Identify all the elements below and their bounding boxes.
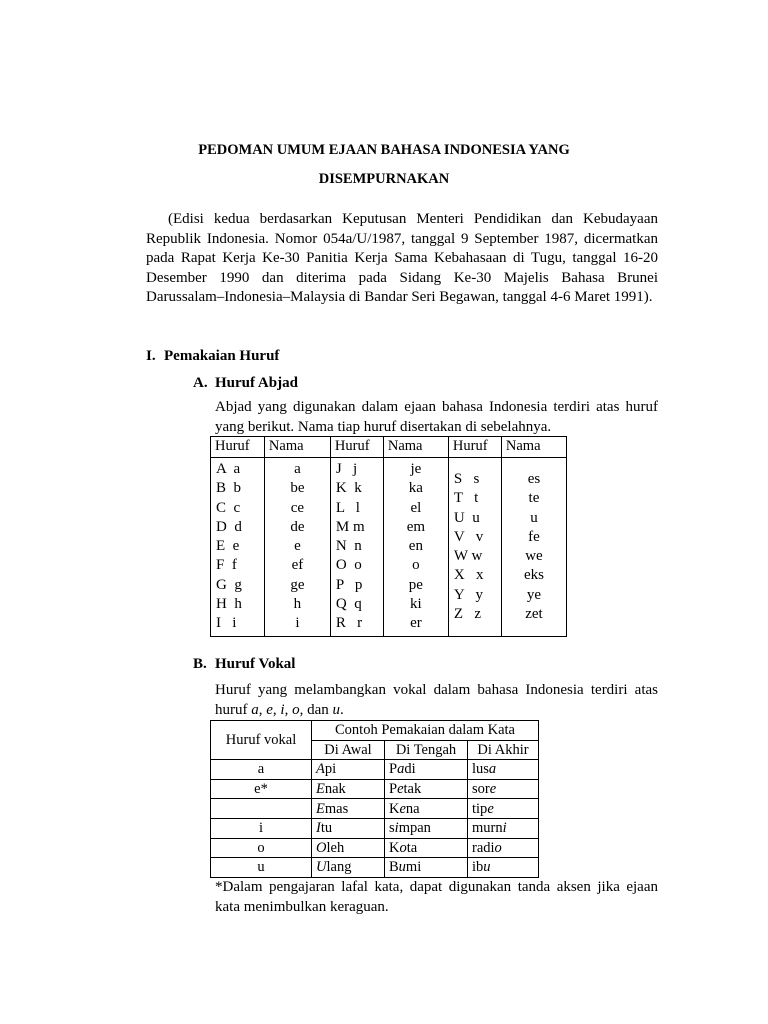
names-column-1 xyxy=(264,458,330,637)
name-cell: a xyxy=(294,461,301,477)
name-cell: h xyxy=(293,596,302,613)
footnote-text: *Dalam pengajaran lafal kata, dapat digunakan tanda aksen jika ejaan kata menimbulkan keraguan. xyxy=(215,879,658,915)
footnote xyxy=(215,878,658,917)
header-nama-1: Nama xyxy=(264,437,330,458)
intro-text: huruf xyxy=(215,701,252,718)
alphabet-table-body xyxy=(211,458,567,637)
rest: ib xyxy=(472,859,484,876)
name-cell: er xyxy=(410,615,422,632)
subsection-title: Huruf Abjad xyxy=(215,375,298,391)
highlight: O xyxy=(316,839,327,856)
rest: mas xyxy=(324,800,349,817)
letter-cell: H h xyxy=(216,596,242,613)
rest: pi xyxy=(324,761,337,778)
akhir-cell xyxy=(468,779,539,799)
title-line-2: DISEMPURNAKAN xyxy=(318,171,450,187)
vowel-u: u xyxy=(332,701,341,718)
separator: , dan xyxy=(299,701,333,718)
letters-column-3 xyxy=(448,458,501,637)
header-huruf-2: Huruf xyxy=(330,437,383,458)
rest: radi xyxy=(472,839,495,856)
rest: na xyxy=(405,800,420,817)
awal-cell xyxy=(312,799,385,819)
name-cell: em xyxy=(406,518,426,535)
highlight: e xyxy=(487,800,494,817)
letter-cell: W w xyxy=(453,548,483,565)
vokal-intro-line-2 xyxy=(215,701,658,721)
vowel-cell: e* xyxy=(211,779,312,799)
subsection-heading-huruf-abjad xyxy=(193,374,298,394)
letter-cell: V v xyxy=(453,528,484,545)
letter-cell: A a xyxy=(216,461,241,477)
highlight: o xyxy=(399,839,407,856)
vowel-i: i xyxy=(280,701,285,718)
highlight: E xyxy=(316,800,325,817)
letter-cell: S s xyxy=(453,471,480,487)
document-title xyxy=(100,136,668,194)
letter-cell: Q q xyxy=(335,596,362,613)
table-row xyxy=(211,779,539,799)
tengah-cell xyxy=(385,858,468,878)
subsection-title: Huruf Vokal xyxy=(215,656,296,672)
name-cell: eks xyxy=(523,567,544,584)
rest: K xyxy=(389,839,400,856)
highlight: I xyxy=(316,820,321,837)
letter-cell: M m xyxy=(335,518,365,535)
letter-cell: I i xyxy=(216,615,237,632)
tengah-cell xyxy=(385,779,468,799)
period: . xyxy=(340,701,344,718)
akhir-cell xyxy=(468,760,539,780)
letter-cell: R r xyxy=(335,615,363,632)
akhir-cell xyxy=(468,818,539,838)
vokal-intro-line-1: Huruf yang melambangkan vokal dalam bahasa Indonesia terdiri atas xyxy=(215,682,658,698)
header-huruf-vokal: Huruf vokal xyxy=(211,721,312,760)
highlight: u xyxy=(398,859,406,876)
name-cell: ka xyxy=(408,480,423,497)
highlight: E xyxy=(316,781,325,798)
letter-cell: U u xyxy=(453,509,480,526)
letter-cell: P p xyxy=(335,576,363,593)
name-cell: we xyxy=(525,548,543,565)
letter-cell: B b xyxy=(216,480,242,497)
rest: B xyxy=(389,859,399,876)
section-heading-pemakaian-huruf xyxy=(146,347,279,367)
highlight: e xyxy=(399,800,406,817)
header-di-tengah: Di Tengah xyxy=(385,740,468,760)
rest: murn xyxy=(472,820,503,837)
abjad-intro-text: Abjad yang digunakan dalam ejaan bahasa Indonesia terdiri atas huruf yang berikut. Nama tiap huruf disertakan di sebelahnya. xyxy=(215,399,658,435)
title-line-1: PEDOMAN UMUM EJAAN BAHASA INDONESIA YANG xyxy=(198,142,570,158)
vowel-cell: u xyxy=(211,858,312,878)
header-huruf-3: Huruf xyxy=(448,437,501,458)
letter-cell: E e xyxy=(216,538,240,555)
tengah-cell xyxy=(385,838,468,858)
rest: ta xyxy=(406,839,418,856)
name-cell: o xyxy=(412,557,420,574)
awal-cell xyxy=(312,760,385,780)
subsection-heading-huruf-vokal xyxy=(193,655,295,675)
name-cell: te xyxy=(528,490,540,507)
header-nama-2: Nama xyxy=(383,437,448,458)
section-number: I. xyxy=(146,348,156,364)
letters-column-1 xyxy=(211,458,265,637)
vowel-cell xyxy=(211,799,312,819)
table-row xyxy=(211,858,539,878)
highlight: U xyxy=(316,859,327,876)
letters-column-2 xyxy=(330,458,383,637)
rest: K xyxy=(389,800,400,817)
rest: tip xyxy=(472,800,488,817)
highlight: A xyxy=(316,761,325,778)
letter-cell: O o xyxy=(335,557,362,574)
rest: P xyxy=(389,781,398,798)
name-cell: be xyxy=(290,480,305,497)
tengah-cell xyxy=(385,760,468,780)
header-di-akhir: Di Akhir xyxy=(468,740,539,760)
name-cell: u xyxy=(530,509,538,526)
letter-cell: F f xyxy=(216,557,237,574)
rest: leh xyxy=(326,839,345,856)
letter-cell: K k xyxy=(335,480,362,497)
akhir-cell xyxy=(468,858,539,878)
awal-cell xyxy=(312,858,385,878)
table-row xyxy=(211,818,539,838)
header-di-awal: Di Awal xyxy=(312,740,385,760)
letter-cell: T t xyxy=(453,490,479,507)
letter-cell: Z z xyxy=(453,606,481,623)
awal-cell xyxy=(312,779,385,799)
rest: tu xyxy=(320,820,333,837)
letter-cell: N n xyxy=(335,538,362,555)
vowel-cell: o xyxy=(211,838,312,858)
section-title: Pemakaian Huruf xyxy=(164,348,280,364)
separator: , xyxy=(272,701,281,718)
header-nama-3: Nama xyxy=(501,437,566,458)
awal-cell xyxy=(312,818,385,838)
highlight: i xyxy=(502,820,507,837)
letter-cell: X x xyxy=(453,567,484,584)
vokal-intro-paragraph xyxy=(215,681,658,720)
highlight: u xyxy=(483,859,491,876)
tengah-cell xyxy=(385,799,468,819)
name-cell: ge xyxy=(290,576,305,593)
table-row xyxy=(211,799,539,819)
name-cell: zet xyxy=(525,606,543,623)
name-cell: fe xyxy=(528,528,540,545)
names-column-3 xyxy=(501,458,566,637)
abjad-intro-paragraph xyxy=(215,398,658,437)
rest: di xyxy=(404,761,416,778)
vowel-a: a xyxy=(251,701,259,718)
name-cell: ef xyxy=(291,557,304,574)
letter-cell: L l xyxy=(335,499,360,516)
vowel-o: o xyxy=(292,701,300,718)
edition-text: (Edisi kedua berdasarkan Keputusan Menteri Pendidikan dan Kebudayaan Republik Indonesia. Nomor 054a/U/1987, tanggal 9 September 1987, dicermatkan pada Rapat Kerja Ke-30 Panitia Kerja Sama Kebahasaan di Tugu, tanggal 16-20 Desember 1990 dan diterima pada Sidang Ke-30 Majelis Bahasa Brunei Darussalam–Indonesia–Malaysia di Bandar Seri Begawan, tanggal 4-6 Maret 1991). xyxy=(146,211,658,305)
name-cell: i xyxy=(295,615,300,632)
highlight: i xyxy=(394,820,399,837)
rest: tak xyxy=(403,781,422,798)
header-contoh-pemakaian: Contoh Pemakaian dalam Kata xyxy=(312,721,539,741)
subsection-number: B. xyxy=(193,656,207,672)
akhir-cell xyxy=(468,838,539,858)
alphabet-table-header xyxy=(211,437,567,458)
table-row xyxy=(211,760,539,780)
name-cell: de xyxy=(290,518,305,535)
letter-cell: J j xyxy=(335,461,358,477)
name-cell: en xyxy=(408,538,423,555)
separator: , xyxy=(284,701,293,718)
rest: nak xyxy=(324,781,346,798)
rest: mpan xyxy=(398,820,431,837)
rest: lus xyxy=(472,761,489,778)
letter-cell: C c xyxy=(216,499,241,516)
letter-cell: D d xyxy=(216,518,242,535)
highlight: e xyxy=(397,781,404,798)
highlight: a xyxy=(397,761,405,778)
vowel-table xyxy=(210,720,539,878)
rest: s xyxy=(389,820,395,837)
header-huruf-1: Huruf xyxy=(211,437,265,458)
name-cell: el xyxy=(410,499,422,516)
rest: sor xyxy=(472,781,490,798)
awal-cell xyxy=(312,838,385,858)
name-cell: ki xyxy=(410,596,422,613)
name-cell: e xyxy=(294,538,301,555)
name-cell: ce xyxy=(290,499,305,516)
highlight: o xyxy=(494,839,502,856)
rest: P xyxy=(389,761,398,778)
name-cell: ye xyxy=(526,586,542,603)
letter-cell: Y y xyxy=(453,586,483,603)
name-cell: je xyxy=(410,461,422,477)
akhir-cell xyxy=(468,799,539,819)
separator: , xyxy=(258,701,267,718)
vowel-e: e xyxy=(266,701,273,718)
edition-paragraph xyxy=(146,210,658,308)
vowel-cell: i xyxy=(211,818,312,838)
names-column-2 xyxy=(383,458,448,637)
rest: mi xyxy=(405,859,422,876)
alphabet-table xyxy=(210,436,567,637)
name-cell: es xyxy=(527,471,541,487)
rest: lang xyxy=(326,859,352,876)
vowel-cell: a xyxy=(211,760,312,780)
vowel-table-header-row-1 xyxy=(211,721,539,741)
table-row xyxy=(211,838,539,858)
tengah-cell xyxy=(385,818,468,838)
letter-cell: G g xyxy=(216,576,242,593)
highlight: e xyxy=(489,781,497,798)
name-cell: pe xyxy=(408,576,423,593)
highlight: a xyxy=(488,761,497,778)
subsection-number: A. xyxy=(193,375,208,391)
